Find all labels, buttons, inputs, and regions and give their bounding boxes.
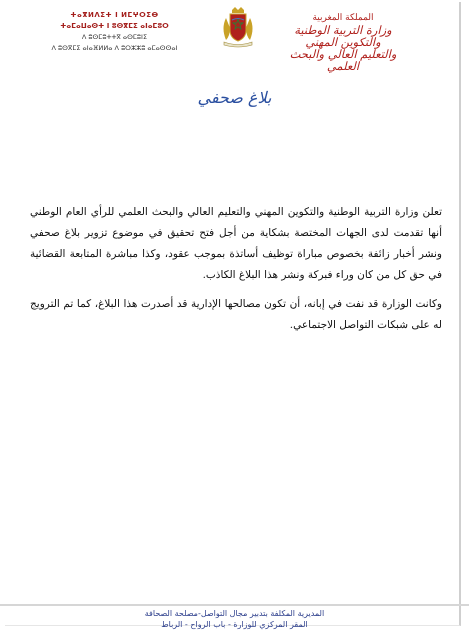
kingdom-name: المملكة المغربية	[312, 13, 374, 23]
tifinagh-line-3: ⴷ ⵓⵙⵎⵓⵜⵜⴳ ⴰⵙⵎⵓⵏⵉ	[81, 33, 148, 41]
ministry-name-line-3: والتعليم العالي والبحث العلمي	[289, 47, 397, 73]
ministry-name-line-2: والتكوين المهني	[305, 35, 381, 49]
ministry-name-line-1: وزارة التربية الوطنية	[294, 23, 392, 37]
tifinagh-line-4: ⴷ ⵓⵙⴳⵎⵉ ⴰⵏⴰⴼⵍⵍⴰ ⴷ ⵓⵔⵣⵣⵓ ⴰⵎⴰⵙⵙⴰⵏ	[51, 44, 178, 52]
tifinagh-line-2: ⵜⴰⵎⴰⵡⴰⵙⵜ ⵏ ⵓⵙⴳⵎⵉ ⴰⵏⴰⵎⵓⵔ	[60, 22, 169, 30]
tifinagh-line-1: ⵜⴰⴳⵍⴷⵉⵜ ⵏ ⵍⵎⵖⵔⵉⴱ	[70, 11, 159, 19]
footer	[0, 608, 469, 630]
paragraph-2: وكانت الوزارة قد نفت في إبانه، أن تكون مصالحها الإدارية قد أصدرت هذا البلاغ، كما تم الترويج له على شبكات التواصل الاجتماعي.	[30, 298, 442, 331]
document-title: بلاغ صحفي	[197, 88, 272, 107]
paragraph-1: تعلن وزارة التربية الوطنية والتكوين المهني والتعليم العالي والبحث العلمي للرأي العام الوطني أنها تقدمت لدى الجهات المختصة بشكاية من أجل فتح تحقيق في موضوع تزوير بلاغ صحفي ونشر أخبار زائفة بخصوص مباراة توظيف أساتذة بموجب عقود، وكذا مباشرة المتابعة القضائية في حق كل من كان وراء فبركة ونشر هذا البلاغ الكاذب.	[30, 206, 442, 281]
ministry-header-tifinagh	[12, 10, 217, 54]
footer-line-2: المقر المركزي للوزارة - باب الرواح - الرباط	[161, 620, 308, 629]
ministry-header-arabic	[283, 12, 403, 72]
moroccan-coat-of-arms-icon	[218, 6, 258, 48]
footer-divider	[0, 604, 469, 606]
footer-line-1: المديرية المكلفة بتدبير مجال التواصل-مصلحة الصحافة	[144, 609, 325, 618]
